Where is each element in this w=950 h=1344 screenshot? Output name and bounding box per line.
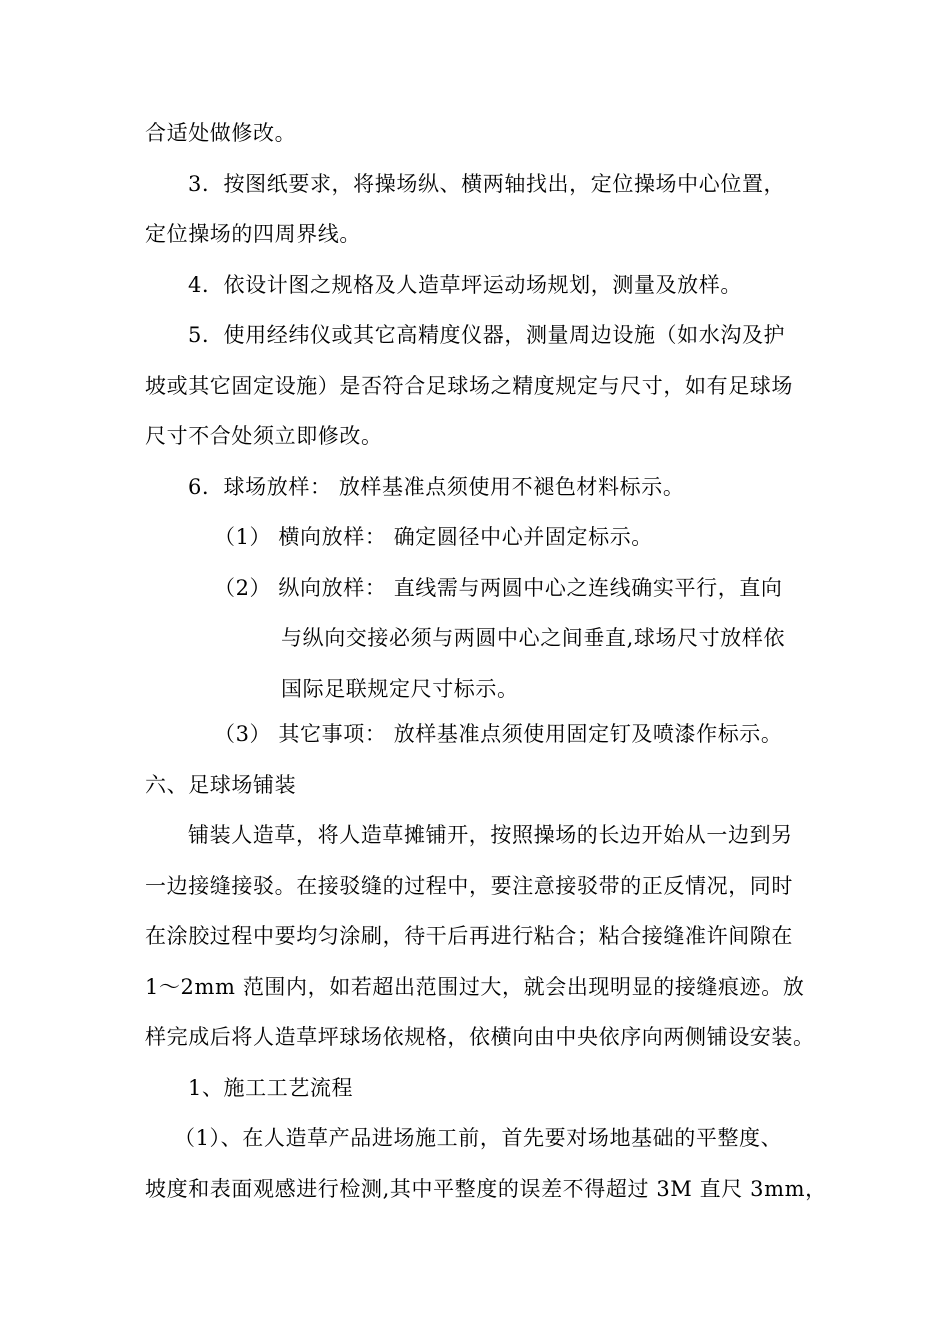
text-line-8: 6．球场放样： 放样基准点须使用不褪色材料标示。 (188, 475, 685, 499)
text-line-18: 1～2mm 范围内，如若超出范围过大，就会出现明显的接缝痕迹。放 (145, 975, 805, 999)
text-line-3: 定位操场的四周界线。 (145, 222, 361, 246)
text-line-5: 5．使用经纬仪或其它高精度仪器，测量周边设施（如水沟及护 (188, 323, 786, 347)
text-line-22: 坡度和表面观感进行检测,其中平整度的误差不得超过 3M 直尺 3mm， (145, 1177, 827, 1201)
text-line-6: 坡或其它固定设施）是否符合足球场之精度规定与尺寸，如有足球场 (145, 374, 793, 398)
text-line-13: （3） 其它事项： 放样基准点须使用固定钉及喷漆作标示。 (214, 722, 783, 746)
section-heading: 六、足球场铺装 (145, 773, 297, 797)
text-line-21: （1）、在人造草产品进场施工前，首先要对场地基础的平整度、 (174, 1126, 783, 1150)
text-line-12: 国际足联规定尺寸标示。 (281, 677, 519, 701)
subsection-heading: 1、施工工艺流程 (188, 1076, 354, 1100)
text-line-11: 与纵向交接必须与两圆中心之间垂直,球场尺寸放样依 (281, 626, 786, 650)
text-line-16: 一边接缝接驳。在接驳缝的过程中，要注意接驳带的正反情况，同时 (145, 874, 793, 898)
text-line-19: 样完成后将人造草坪球场依规格，依横向由中央依序向两侧铺设安装。 (145, 1025, 815, 1049)
text-line-7: 尺寸不合处须立即修改。 (145, 424, 383, 448)
text-line-1: 合适处做修改。 (145, 121, 297, 145)
text-line-17: 在涂胶过程中要均匀涂刷，待干后再进行粘合；粘合接缝准许间隙在 (145, 924, 793, 948)
text-line-10: （2） 纵向放样： 直线需与两圆中心之连线确实平行，直向 (214, 576, 783, 600)
text-line-2: 3．按图纸要求，将操场纵、横两轴找出，定位操场中心位置， (188, 172, 786, 196)
text-line-15: 铺装人造草，将人造草摊铺开，按照操场的长边开始从一边到另 (188, 823, 793, 847)
text-line-4: 4．依设计图之规格及人造草坪运动场规划，测量及放样。 (188, 273, 742, 297)
text-line-9: （1） 横向放样： 确定圆径中心并固定标示。 (214, 525, 653, 549)
